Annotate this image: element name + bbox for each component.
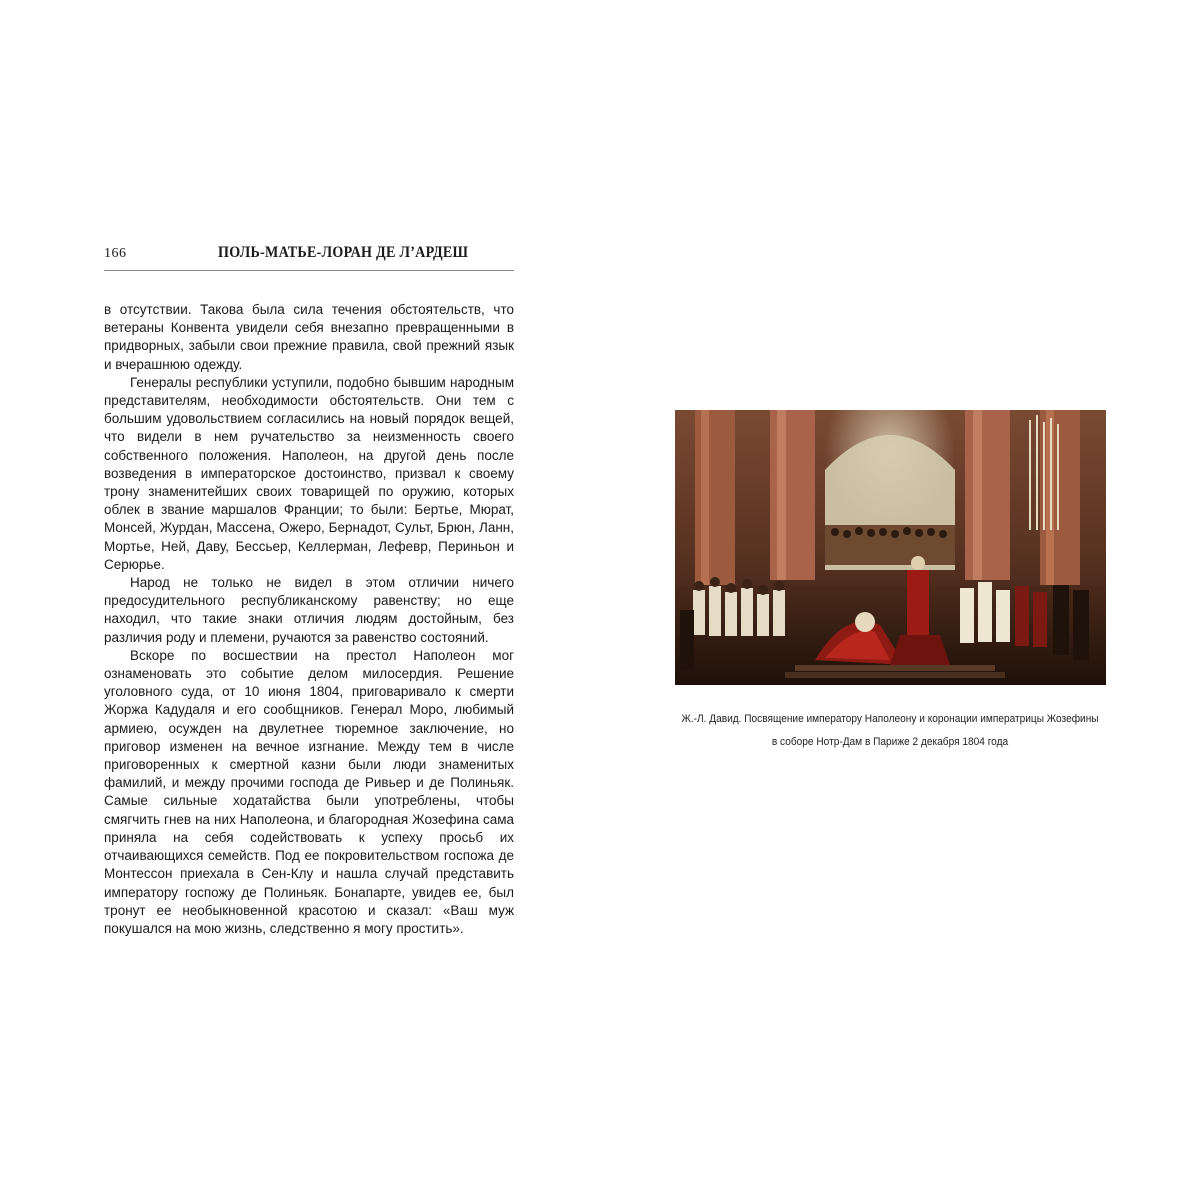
page-number: 166 [104,246,127,261]
painting-illustration [675,410,1106,685]
coronation-painting [675,410,1106,685]
paragraph: Генералы республики уступили, подобно бывшим народным представителям, необходимости обстоятельств. Они тем с большим удовольствием согласились на новый порядок вещей, что видели в нем ручательство за неизменность своего собственного положения. Наполеон, на другой день после возведения в императорское достоинство, призвал к своему трону знаменитейших своих товарищей по оружию, которых облек в звание маршалов Франции; то были: Бертье, Мюрат, Монсей, Журдан, Массена, Ожеро, Бернадот, Сульт, Брюн, Ланн, Мортье, Ней, Даву, Бессьер, Келлерман, Лефевр, Периньон и Серюрье. [104,374,514,572]
paragraph: Вскоре по восшествии на престол Наполеон мог ознаменовать это событие делом милосердия. Решение уголовного суда, от 10 июня 1804, приговаривало к смерти Жоржа Кадудаля и его сообщников. Генерал Моро, любимый армиею, осужден на двулетнее тюремное заключение, но приговор изменен на вечное изгнание. Между тем в числе приговоренных к смертной казни были люди знаменитых фамилий, и между прочими господа де Ривьер и де Полиньяк. Самые сильные ходатайства были употреблены, чтобы смягчить гнев на них Наполеона, и благородная Жозефина сама приняла на себя содействовать к успеху просьб их отчаивающихся семейств. Под ее покровительством госпожа де Монтессон приехала в Сен-Клу и нашла случай представить императору госпожу де Полиньяк. Бонапарте, увидев ее, был тронут ее необыкновенной красотою и сказал: «Ваш муж покушался на мою жизнь, следственно я могу простить». [104,647,514,936]
caption-line: в соборе Нотр-Дам в Париже 2 декабря 1804 года [771,736,1009,748]
left-page [104,240,514,938]
paragraph: в отсутствии. Такова была сила течения обстоятельств, что ветераны Конвента увидели себя внезапно превращенными в придворных, забыли свои прежние правила, свой прежний язык и вчерашнюю одежду. [104,302,514,372]
running-title: ПОЛЬ-МАТЬЕ-ЛОРАН ДЕ Л’АРДЕШ [218,244,469,261]
running-head [104,240,514,271]
paragraph: Народ не только не видел в этом отличии ничего предосудительного республиканскому равенству; но еще находил, что такие знаки отличия людям достойным, без различия роду и племени, ручаются за равенство состояний. [104,575,514,645]
body-text [104,301,514,938]
figure-caption [655,708,1125,754]
caption-line: Ж.-Л. Давид. Посвящение императору Наполеону и коронации императрицы Жозефины [681,713,1099,725]
